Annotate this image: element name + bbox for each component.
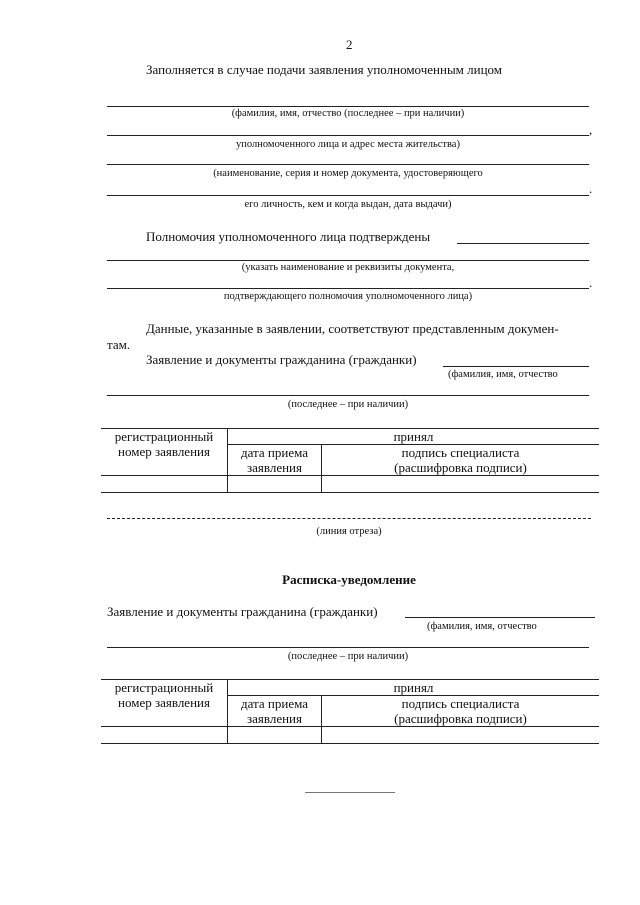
reg-number-cell[interactable]	[101, 476, 228, 493]
receipt-citizen-fio-caption: (фамилия, имя, отчество	[427, 621, 537, 632]
identity-doc-caption: (наименование, серия и номер документа, удостоверяющего	[213, 168, 483, 179]
receipt-reg-number-label-2: номер заявления	[118, 695, 210, 710]
powers-doc-caption: (указать наименование и реквизиты документа,	[241, 262, 455, 273]
receipt-date-label-1: дата приема	[241, 696, 308, 711]
fio-field-line[interactable]	[107, 106, 589, 107]
signature-label-1: подпись специалиста	[401, 445, 520, 460]
receipt-citizen-last-caption: (последнее – при наличии)	[287, 651, 409, 662]
reg-number-header	[101, 429, 228, 476]
powers-confirmed-text: Полномочия уполномоченного лица подтверждены	[146, 229, 431, 244]
powers-confirm-field-line[interactable]	[107, 288, 589, 289]
identity-doc-field-line[interactable]	[107, 164, 589, 165]
receipt-reg-number-header	[101, 680, 228, 727]
receipt-date-header	[228, 696, 322, 727]
address-field-line[interactable]	[107, 135, 589, 136]
end-rule	[305, 792, 395, 793]
powers-field-line[interactable]	[457, 243, 589, 244]
cut-line	[107, 518, 591, 519]
signature-cell[interactable]	[322, 476, 600, 493]
powers-confirm-caption: подтверждающего полномочия уполномоченного лица)	[223, 291, 473, 302]
receipt-received-header: принял	[228, 680, 600, 696]
receipt-reg-number-label-1: регистрационный	[114, 680, 214, 695]
signature-label-2: (расшифровка подписи)	[394, 460, 527, 475]
address-caption: уполномоченного лица и адрес места жительства)	[236, 139, 460, 150]
cut-line-caption: (линия отреза)	[316, 526, 382, 537]
receipt-signature-header	[322, 696, 600, 727]
receipt-date-label-2: заявления	[246, 711, 302, 726]
registration-table	[101, 428, 599, 493]
date-header	[228, 445, 322, 476]
authorized-person-heading: Заполняется в случае подачи заявления уполномоченным лицом	[146, 62, 503, 77]
signature-header	[322, 445, 600, 476]
received-header: принял	[228, 429, 600, 445]
receipt-signature-label-1: подпись специалиста	[401, 696, 520, 711]
citizen-fio-caption: (фамилия, имя, отчество	[448, 369, 558, 380]
citizen-last-caption: (последнее – при наличии)	[287, 399, 409, 410]
page-number: 2	[346, 37, 353, 52]
receipt-signature-cell[interactable]	[322, 727, 600, 744]
fio-caption: (фамилия, имя, отчество (последнее – при наличии)	[231, 108, 465, 119]
receipt-title: Расписка-уведомление	[282, 572, 416, 587]
issued-field-line[interactable]	[107, 195, 589, 196]
date-cell[interactable]	[228, 476, 322, 493]
reg-number-label-2: номер заявления	[118, 444, 210, 459]
citizen-fio-field-line[interactable]	[443, 366, 589, 367]
conformity-text-line1: Данные, указанные в заявлении, соответствуют представленным докумен-	[146, 321, 559, 336]
receipt-registration-table	[101, 679, 599, 744]
receipt-date-cell[interactable]	[228, 727, 322, 744]
period-mark: .	[589, 181, 593, 196]
conformity-text-line2: там.	[107, 337, 131, 352]
citizen-last-field-line[interactable]	[107, 395, 589, 396]
date-label-2: заявления	[246, 460, 302, 475]
receipt-citizen-fio-field-line[interactable]	[405, 617, 595, 618]
reg-number-label-1: регистрационный	[114, 429, 214, 444]
receipt-reg-number-cell[interactable]	[101, 727, 228, 744]
date-label-1: дата приема	[241, 445, 308, 460]
receipt-signature-label-2: (расшифровка подписи)	[394, 711, 527, 726]
citizen-docs-text: Заявление и документы гражданина (гражданки)	[146, 352, 417, 367]
receipt-citizen-docs-text: Заявление и документы гражданина (гражданки)	[107, 604, 378, 619]
comma-mark: ,	[589, 122, 593, 137]
receipt-citizen-last-field-line[interactable]	[107, 647, 589, 648]
issued-caption: его личность, кем и когда выдан, дата выдачи)	[244, 199, 452, 210]
powers-doc-field-line[interactable]	[107, 260, 589, 261]
period-mark-2: .	[589, 275, 593, 290]
